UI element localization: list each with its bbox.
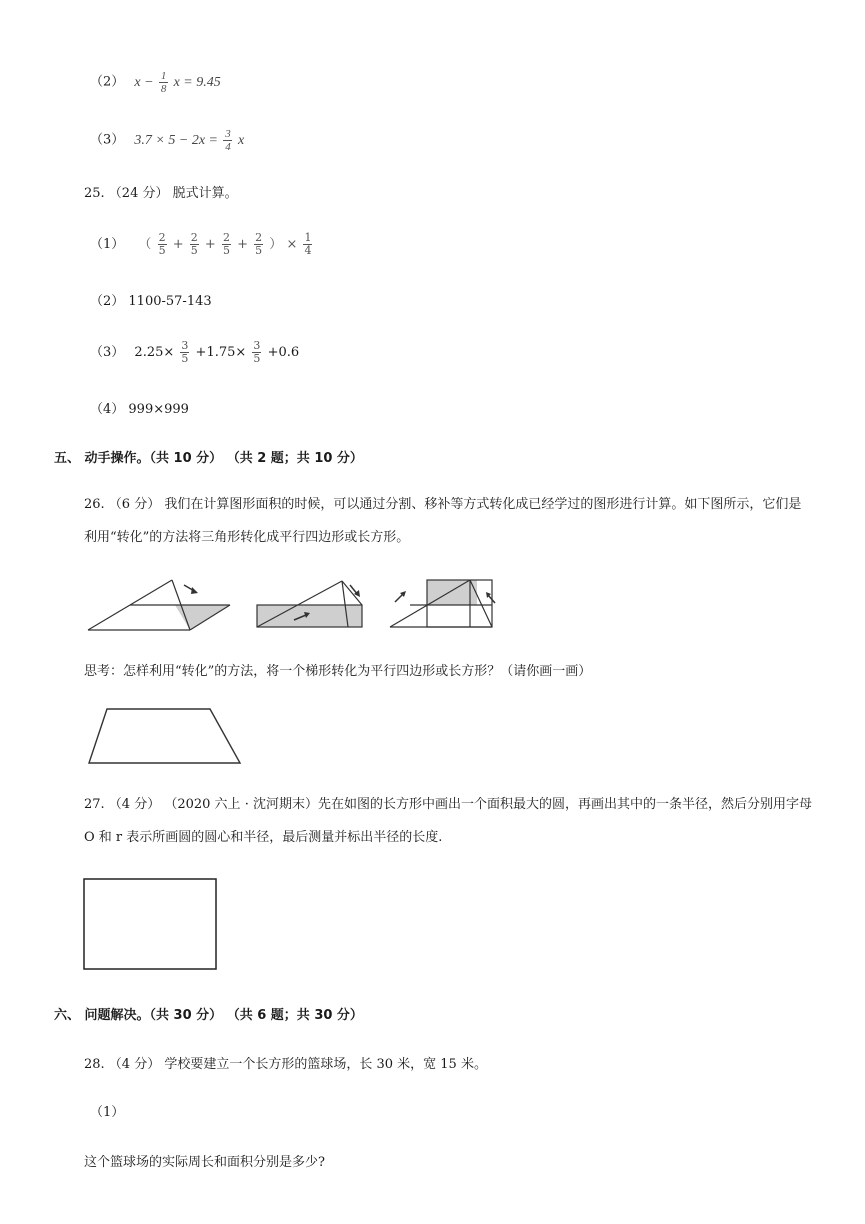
numerator: 3 — [181, 339, 189, 352]
fraction — [158, 232, 167, 257]
numerator: 2 — [158, 231, 166, 244]
figure-triangle-to-parallelogram — [88, 580, 230, 630]
denominator: 8 — [160, 83, 167, 95]
q28-part1-label: （1） — [90, 1105, 125, 1120]
q28-part1-text: 这个篮球场的实际周长和面积分别是多少? — [84, 1155, 325, 1170]
q24-part3-equation — [134, 128, 245, 153]
numerator: 2 — [222, 231, 230, 244]
q25-header: 25. （24 分） 脱式计算。 — [84, 186, 238, 201]
plus-sign: + — [237, 237, 248, 252]
section-6-title: 六、 问题解决。（共 30 分） （共 6 题；共 30 分） — [54, 1008, 363, 1023]
eq-text: 3.7 × 5 − 2x = — [134, 132, 218, 148]
fraction — [254, 232, 263, 257]
numerator: 3 — [253, 339, 261, 352]
q26-think: 思考：怎样利用“转化”的方法，将一个梯形转化为平行四边形或长方形？（请你画一画） — [84, 664, 592, 679]
denominator: 5 — [190, 244, 198, 257]
eq-text: x = 9.45 — [173, 74, 221, 90]
q24-part2-label: （2） — [90, 74, 125, 90]
numerator: 3 — [225, 128, 231, 140]
plus-sign: + — [204, 237, 216, 252]
q27-text: 27. （4 分） （2020 六上 · 沈河期末）先在如图的长方形中画出一个面积最大的圆，再画出其中的一条半径，然后分别用字母 O 和 r 表示所画圆的圆心和半径，最后测量并标出半径的长度. — [84, 797, 812, 845]
times-sign: × — [286, 237, 298, 252]
figure-triangle-to-rectangle-2 — [390, 580, 495, 627]
numerator: 2 — [190, 231, 198, 244]
q25-part3-term-b: +1.75× — [195, 345, 247, 360]
denominator: 4 — [304, 244, 312, 257]
figure-triangle-to-rectangle — [257, 581, 362, 627]
q26-transform-diagram — [80, 575, 500, 635]
q24-part3 — [90, 128, 244, 153]
fraction — [159, 70, 168, 95]
fraction — [180, 340, 189, 365]
q25-part1-label: （1） — [90, 237, 125, 252]
q24-part2-equation — [134, 70, 221, 95]
paren-open: （ — [138, 237, 152, 252]
fraction — [252, 340, 261, 365]
rectangle-figure — [83, 878, 219, 972]
plus-sign: + — [172, 237, 184, 252]
trapezoid-figure — [85, 703, 245, 768]
numerator: 1 — [304, 231, 312, 244]
paren-close: ） — [269, 237, 283, 252]
q25-part1-expression — [138, 231, 314, 257]
eq-text: x — [237, 132, 245, 148]
numerator: 2 — [255, 231, 263, 244]
q24-part2 — [90, 70, 221, 95]
denominator: 5 — [181, 352, 189, 365]
denominator: 5 — [255, 244, 263, 257]
q26-text: 26. （6 分） 我们在计算图形面积的时候，可以通过分割、移补等方式转化成已经学过的图形进行计算。如下图所示，它们是利用“转化”的方法将三角形转化成平行四边形或长方形。 — [84, 497, 802, 545]
q28-text: 28. （4 分） 学校要建立一个长方形的篮球场，长 30 米，宽 15 米。 — [84, 1057, 487, 1072]
fraction — [223, 128, 232, 153]
q25-part3-term-a: 2.25× — [134, 345, 175, 360]
q25-part3 — [90, 340, 299, 365]
denominator: 5 — [158, 244, 166, 257]
denominator: 5 — [222, 244, 230, 257]
eq-text: x − — [134, 74, 154, 90]
fraction — [190, 232, 199, 257]
q25-part3-label: （3） — [90, 345, 125, 360]
q25-part2: （2） 1100-57-143 — [90, 294, 212, 309]
section-5-title: 五、 动手操作。（共 10 分） （共 2 题；共 10 分） — [54, 451, 363, 466]
denominator: 5 — [253, 352, 261, 365]
denominator: 4 — [225, 141, 231, 153]
q25-part4: （4） 999×999 — [90, 402, 189, 417]
numerator: 1 — [160, 70, 167, 82]
q24-part3-label: （3） — [90, 132, 125, 148]
q25-part3-term-c: +0.6 — [267, 345, 300, 360]
fraction — [222, 232, 231, 257]
fraction — [303, 232, 312, 257]
q25-part1 — [90, 232, 314, 257]
